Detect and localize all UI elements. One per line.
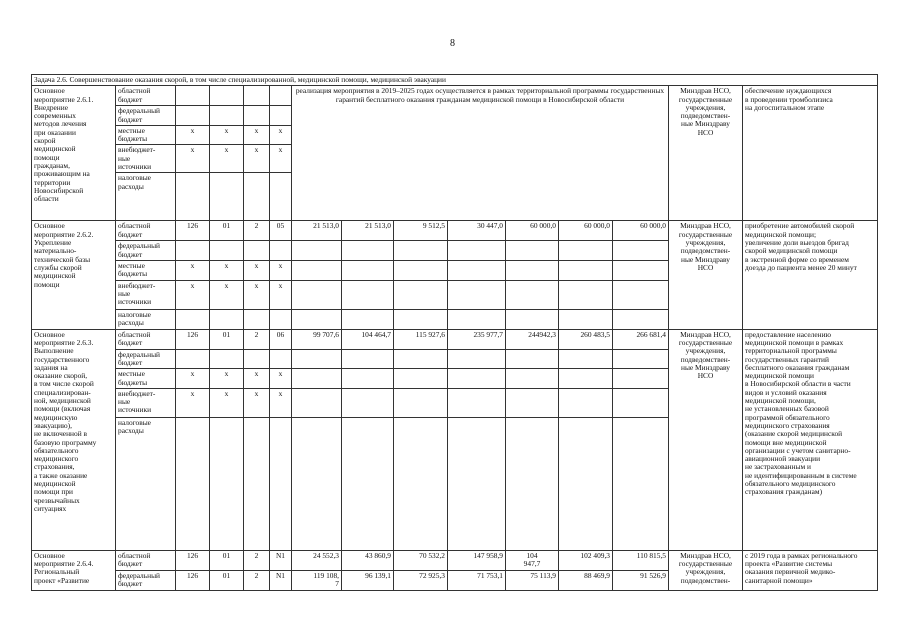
x-mark: х (244, 261, 270, 281)
x-mark: х (270, 261, 292, 281)
value-cell: 21 513,0 (292, 221, 342, 241)
code-cell: 05 (270, 221, 292, 241)
expected-result: с 2019 года в рамках регионального проекта «Развитие системы оказания первичной медико- санитарной помощи» (743, 550, 878, 590)
expected-result: предоставление населению медицинской помощи в рамках территориальной программы государственных гарантий бесплатного оказания гражданам медицинской помощи в Новосибирской области в части видов и условий оказания медицинской помощи, не установленных базовой программой обязательного медицинского страхования (оказание скорой медицинской помощи вне медицинской организации с учетом санитарно- авиационной эвакуации не застрахованным и не идентифицированным в системе обязательного медицинского страхования гражданам) (743, 329, 878, 550)
x-mark: х (244, 369, 270, 389)
value-cell: 115 927,6 (394, 329, 448, 349)
code-cell: 01 (210, 570, 244, 590)
x-mark: х (244, 145, 270, 173)
value-cell: 119 108, 7 (292, 570, 342, 590)
table-row (32, 550, 878, 570)
x-mark: х (244, 280, 270, 309)
code-cell: 126 (176, 329, 210, 349)
value-cell: 9 512,5 (394, 221, 448, 241)
code-cell: 2 (244, 221, 270, 241)
value-cell: 91 526,9 (613, 570, 669, 590)
x-mark: х (270, 280, 292, 309)
value-cell: 99 707,6 (292, 329, 342, 349)
x-mark: х (210, 369, 244, 389)
x-mark: х (176, 145, 210, 173)
code-cell: 126 (176, 550, 210, 570)
value-cell: 75 113,9 (506, 570, 559, 590)
executor: Минздрав НСО, государственные учреждения, подведомствен- ные Минздраву НСО (669, 86, 743, 221)
value-cell: 104 947,7 (506, 550, 559, 570)
measure-name: Основное мероприятие 2.6.3. Выполнение государственного задания на оказание скорой, в том числе скорой специализирован- ной, медицинской помощи (включая медицинскую эвакуацию), не включенной в базовую программу обязательного медицинского страхования, а также оказание медицинской помощи при чрезвычайных ситуациях (32, 329, 116, 550)
value-cell: 70 532,2 (394, 550, 448, 570)
value-cell: 60 000,0 (613, 221, 669, 241)
measure-name: Основное мероприятие 2.6.4. Региональный проект «Развитие (32, 550, 116, 590)
x-mark: х (210, 280, 244, 309)
code-cell: N1 (270, 570, 292, 590)
x-mark: х (244, 125, 270, 145)
table-row (32, 329, 878, 349)
fund-label: местные бюджеты (116, 261, 176, 281)
fund-label: федеральный бюджет (116, 106, 176, 126)
page-number: 8 (450, 38, 455, 49)
code-cell: 126 (176, 570, 210, 590)
x-mark: х (176, 280, 210, 309)
measure-name: Основное мероприятие 2.6.2. Укрепление материально- технической базы службы скорой медицинской помощи (32, 221, 116, 329)
fund-label: федеральный бюджет (116, 349, 176, 369)
x-mark: х (176, 369, 210, 389)
code-cell: 2 (244, 329, 270, 349)
x-mark: х (210, 388, 244, 417)
value-cell: 88 469,9 (559, 570, 613, 590)
x-mark: х (210, 125, 244, 145)
executor: Минздрав НСО, государственные учреждения, подведомствен- ные Минздраву НСО (669, 329, 743, 550)
fund-label: налоговые расходы (116, 309, 176, 329)
fund-label: областной бюджет (116, 550, 176, 570)
x-mark: х (176, 261, 210, 281)
fund-label: областной бюджет (116, 329, 176, 349)
code-cell: N1 (270, 550, 292, 570)
task-header-row (32, 75, 878, 86)
value-cell: 21 513,0 (342, 221, 394, 241)
code-cell: 2 (244, 570, 270, 590)
fund-label: налоговые расходы (116, 417, 176, 550)
task-title: Задача 2.6. Совершенствование оказания скорой, в том числе специализированной, медицинской помощи, медицинской эвакуации (32, 75, 878, 86)
x-mark: х (244, 388, 270, 417)
code-cell: 01 (210, 221, 244, 241)
program-table (31, 74, 878, 591)
code-cell: 2 (244, 550, 270, 570)
code-cell: 06 (270, 329, 292, 349)
value-cell: 24 552,3 (292, 550, 342, 570)
expected-result: обеспечение нуждающихся в проведении тромболизиса на догоспитальном этапе (743, 86, 878, 221)
code-cell: 01 (210, 329, 244, 349)
expected-result: приобретение автомобилей скорой медицинской помощи; увеличение доли выездов бригад скорой медицинской помощи в экстренной форме со временем доезда до пациента менее 20 минут (743, 221, 878, 329)
fund-label: внебюджет- ные источники (116, 388, 176, 417)
x-mark: х (270, 125, 292, 145)
value-cell: 147 958,9 (448, 550, 506, 570)
value-cell: 60 000,0 (506, 221, 559, 241)
code-cell: 126 (176, 221, 210, 241)
table-row (32, 86, 878, 106)
value-cell: 244942,3 (506, 329, 559, 349)
x-mark: х (270, 388, 292, 417)
table-row (32, 221, 878, 241)
value-cell: 30 447,0 (448, 221, 506, 241)
measure-note: реализация мероприятия в 2019–2025 годах осуществляется в рамках территориальной программы государственных гарантий бесплатного оказания гражданам медицинской помощи в Новосибирской области (292, 86, 669, 221)
value-cell: 104 464,7 (342, 329, 394, 349)
x-mark: х (210, 145, 244, 173)
fund-label: федеральный бюджет (116, 570, 176, 590)
value-cell: 110 815,5 (613, 550, 669, 570)
fund-label: местные бюджеты (116, 125, 176, 145)
x-mark: х (270, 145, 292, 173)
x-mark: х (176, 125, 210, 145)
executor: Минздрав НСО, государственные учреждения, подведомствен- ные Минздраву НСО (669, 221, 743, 329)
value-cell: 71 753,1 (448, 570, 506, 590)
fund-label: областной бюджет (116, 86, 176, 106)
fund-label: местные бюджеты (116, 369, 176, 389)
value-cell: 266 681,4 (613, 329, 669, 349)
measure-name: Основное мероприятие 2.6.1. Внедрение современных методов лечения при оказании скорой медицинской помощи гражданам, проживающим на территории Новосибирской области (32, 86, 116, 221)
value-cell: 60 000,0 (559, 221, 613, 241)
x-mark: х (176, 388, 210, 417)
x-mark: х (210, 261, 244, 281)
executor: Минздрав НСО, государственные учреждения, подведомствен- (669, 550, 743, 590)
code-cell: 01 (210, 550, 244, 570)
fund-label: налоговые расходы (116, 173, 176, 221)
value-cell: 72 925,3 (394, 570, 448, 590)
value-cell: 96 139,1 (342, 570, 394, 590)
value-cell: 43 860,9 (342, 550, 394, 570)
x-mark: х (270, 369, 292, 389)
value-cell: 260 483,5 (559, 329, 613, 349)
fund-label: областной бюджет (116, 221, 176, 241)
fund-label: внебюджет- ные источники (116, 280, 176, 309)
value-cell: 235 977,7 (448, 329, 506, 349)
fund-label: внебюджет- ные источники (116, 145, 176, 173)
fund-label: федеральный бюджет (116, 241, 176, 261)
value-cell: 102 409,3 (559, 550, 613, 570)
